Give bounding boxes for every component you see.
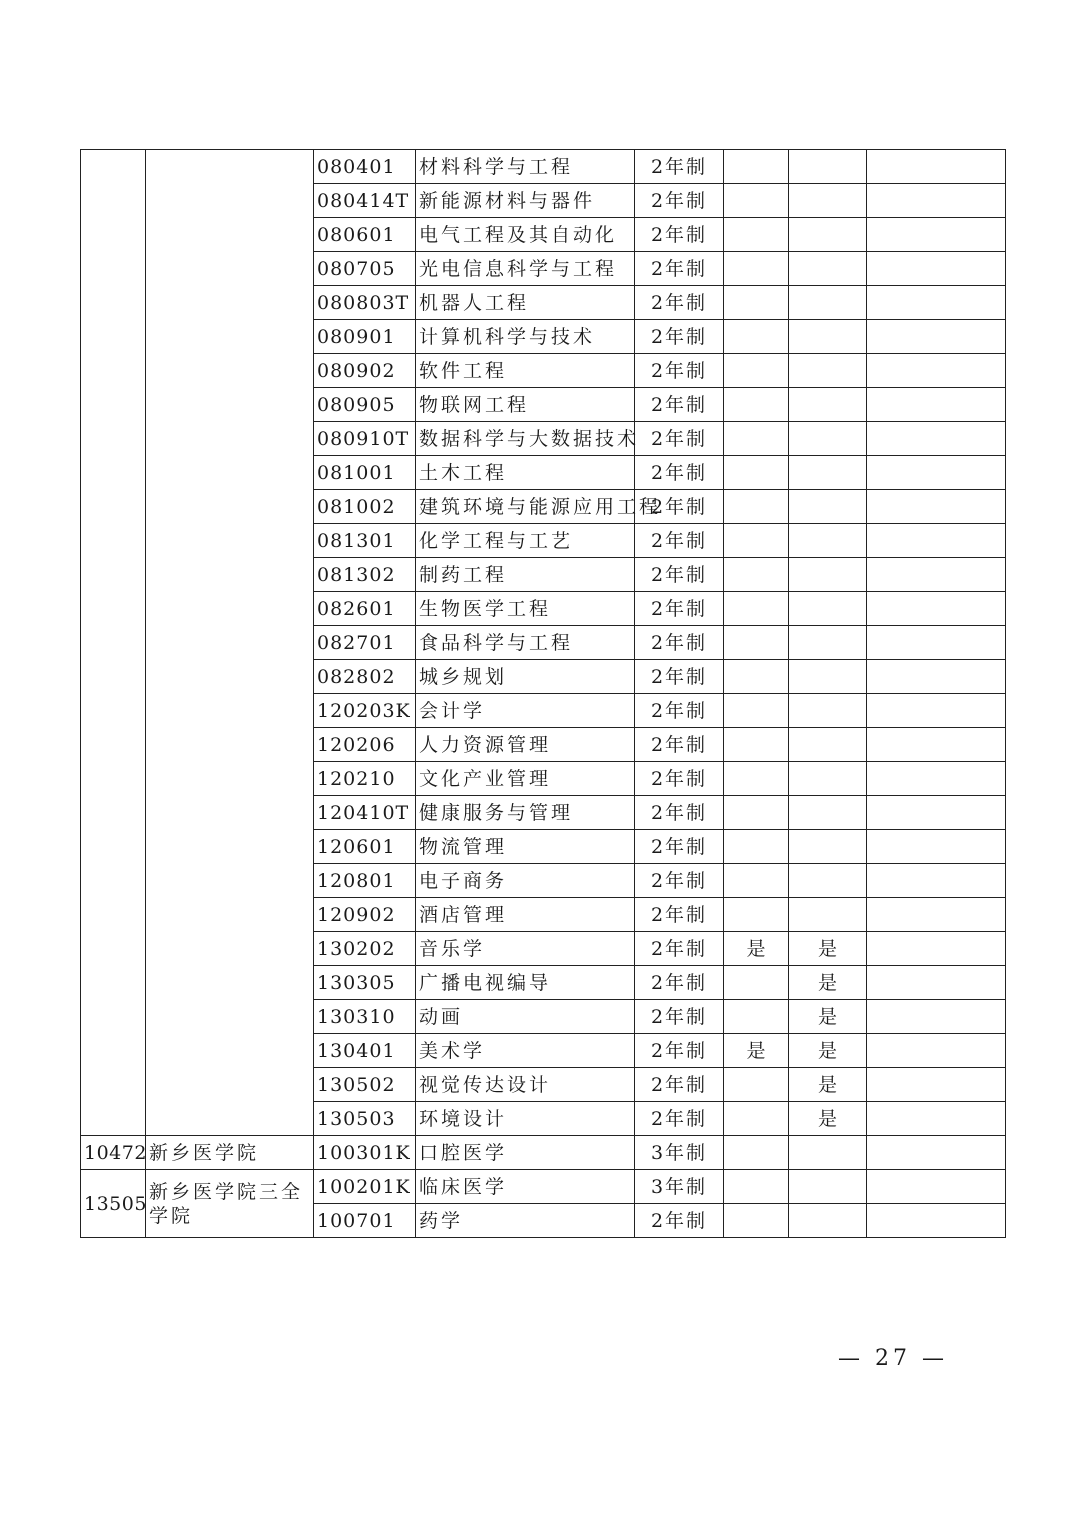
flag-cell xyxy=(789,558,867,592)
flag-cell xyxy=(724,694,789,728)
note-cell xyxy=(867,490,1006,524)
major-code-cell: 130503 xyxy=(314,1102,416,1136)
note-cell xyxy=(867,1068,1006,1102)
major-name-cell: 物流管理 xyxy=(416,830,635,864)
flag-cell xyxy=(724,456,789,490)
flag-cell xyxy=(724,320,789,354)
major-name-cell: 文化产业管理 xyxy=(416,762,635,796)
major-name-cell: 临床医学 xyxy=(416,1170,635,1204)
flag-cell xyxy=(724,864,789,898)
note-cell xyxy=(867,1000,1006,1034)
flag-cell xyxy=(724,252,789,286)
note-cell xyxy=(867,830,1006,864)
major-name-cell: 物联网工程 xyxy=(416,388,635,422)
duration-cell: 2年制 xyxy=(635,320,724,354)
major-name-cell: 电子商务 xyxy=(416,864,635,898)
duration-cell: 2年制 xyxy=(635,830,724,864)
major-code-cell: 120410T xyxy=(314,796,416,830)
major-name-cell: 药学 xyxy=(416,1204,635,1238)
note-cell xyxy=(867,762,1006,796)
duration-cell: 2年制 xyxy=(635,184,724,218)
major-code-cell: 120902 xyxy=(314,898,416,932)
major-code-cell: 120206 xyxy=(314,728,416,762)
flag-cell xyxy=(724,1102,789,1136)
duration-cell: 2年制 xyxy=(635,422,724,456)
major-code-cell: 080901 xyxy=(314,320,416,354)
major-code-cell: 100201K xyxy=(314,1170,416,1204)
note-cell xyxy=(867,864,1006,898)
duration-cell: 2年制 xyxy=(635,354,724,388)
flag-cell xyxy=(724,626,789,660)
institution-code-cell xyxy=(81,150,146,1136)
major-name-cell: 数据科学与大数据技术 xyxy=(416,422,635,456)
flag-cell: 是 xyxy=(789,1000,867,1034)
duration-cell: 2年制 xyxy=(635,932,724,966)
major-code-cell: 080401 xyxy=(314,150,416,184)
flag-cell xyxy=(724,762,789,796)
major-code-cell: 081302 xyxy=(314,558,416,592)
flag-cell: 是 xyxy=(789,1068,867,1102)
flag-cell xyxy=(724,286,789,320)
duration-cell: 2年制 xyxy=(635,762,724,796)
note-cell xyxy=(867,218,1006,252)
flag-cell xyxy=(724,728,789,762)
note-cell xyxy=(867,796,1006,830)
flag-cell xyxy=(789,796,867,830)
major-name-cell: 建筑环境与能源应用工程 xyxy=(416,490,635,524)
major-code-cell: 120210 xyxy=(314,762,416,796)
flag-cell xyxy=(789,762,867,796)
major-name-cell: 软件工程 xyxy=(416,354,635,388)
major-code-cell: 081002 xyxy=(314,490,416,524)
institution-code-cell: 13505 xyxy=(81,1170,146,1238)
duration-cell: 2年制 xyxy=(635,1102,724,1136)
flag-cell xyxy=(789,694,867,728)
major-name-cell: 计算机科学与技术 xyxy=(416,320,635,354)
note-cell xyxy=(867,320,1006,354)
duration-cell: 2年制 xyxy=(635,592,724,626)
note-cell xyxy=(867,252,1006,286)
flag-cell xyxy=(724,898,789,932)
flag-cell xyxy=(789,660,867,694)
note-cell xyxy=(867,728,1006,762)
note-cell xyxy=(867,422,1006,456)
flag-cell xyxy=(789,1204,867,1238)
major-name-cell: 人力资源管理 xyxy=(416,728,635,762)
flag-cell xyxy=(724,1068,789,1102)
flag-cell xyxy=(789,626,867,660)
note-cell xyxy=(867,932,1006,966)
flag-cell xyxy=(724,150,789,184)
note-cell xyxy=(867,150,1006,184)
duration-cell: 2年制 xyxy=(635,524,724,558)
flag-cell xyxy=(724,592,789,626)
major-code-cell: 080601 xyxy=(314,218,416,252)
major-code-cell: 080910T xyxy=(314,422,416,456)
duration-cell: 2年制 xyxy=(635,898,724,932)
flag-cell: 是 xyxy=(789,1102,867,1136)
note-cell xyxy=(867,1204,1006,1238)
flag-cell xyxy=(789,830,867,864)
institution-code-cell: 10472 xyxy=(81,1136,146,1170)
note-cell xyxy=(867,592,1006,626)
flag-cell: 是 xyxy=(789,932,867,966)
note-cell xyxy=(867,456,1006,490)
duration-cell: 2年制 xyxy=(635,286,724,320)
note-cell xyxy=(867,286,1006,320)
flag-cell xyxy=(789,252,867,286)
major-name-cell: 视觉传达设计 xyxy=(416,1068,635,1102)
flag-cell xyxy=(724,1136,789,1170)
major-code-cell: 081301 xyxy=(314,524,416,558)
major-name-cell: 化学工程与工艺 xyxy=(416,524,635,558)
flag-cell xyxy=(724,490,789,524)
major-name-cell: 环境设计 xyxy=(416,1102,635,1136)
major-code-cell: 081001 xyxy=(314,456,416,490)
major-code-cell: 080905 xyxy=(314,388,416,422)
note-cell xyxy=(867,626,1006,660)
note-cell xyxy=(867,1136,1006,1170)
note-cell xyxy=(867,1170,1006,1204)
duration-cell: 2年制 xyxy=(635,966,724,1000)
duration-cell: 2年制 xyxy=(635,388,724,422)
flag-cell xyxy=(789,898,867,932)
major-code-cell: 130305 xyxy=(314,966,416,1000)
flag-cell: 是 xyxy=(724,932,789,966)
institution-name-cell xyxy=(146,150,314,1136)
flag-cell xyxy=(724,218,789,252)
major-name-cell: 口腔医学 xyxy=(416,1136,635,1170)
duration-cell: 2年制 xyxy=(635,1204,724,1238)
major-name-cell: 机器人工程 xyxy=(416,286,635,320)
duration-cell: 2年制 xyxy=(635,694,724,728)
duration-cell: 2年制 xyxy=(635,728,724,762)
major-code-cell: 130502 xyxy=(314,1068,416,1102)
duration-cell: 2年制 xyxy=(635,218,724,252)
flag-cell: 是 xyxy=(789,1034,867,1068)
flag-cell xyxy=(724,388,789,422)
flag-cell xyxy=(789,456,867,490)
flag-cell xyxy=(724,966,789,1000)
table-body xyxy=(81,150,1006,1238)
note-cell xyxy=(867,898,1006,932)
table-row xyxy=(81,1136,1006,1170)
major-code-cell: 082701 xyxy=(314,626,416,660)
flag-cell xyxy=(724,1204,789,1238)
flag-cell xyxy=(789,592,867,626)
duration-cell: 2年制 xyxy=(635,1068,724,1102)
major-name-cell: 土木工程 xyxy=(416,456,635,490)
duration-cell: 2年制 xyxy=(635,1000,724,1034)
flag-cell xyxy=(789,354,867,388)
major-code-cell: 080803T xyxy=(314,286,416,320)
major-code-cell: 120801 xyxy=(314,864,416,898)
duration-cell: 2年制 xyxy=(635,796,724,830)
major-code-cell: 130401 xyxy=(314,1034,416,1068)
note-cell xyxy=(867,694,1006,728)
major-name-cell: 动画 xyxy=(416,1000,635,1034)
major-name-cell: 城乡规划 xyxy=(416,660,635,694)
flag-cell xyxy=(724,796,789,830)
major-name-cell: 健康服务与管理 xyxy=(416,796,635,830)
flag-cell xyxy=(724,524,789,558)
note-cell xyxy=(867,388,1006,422)
major-code-cell: 080705 xyxy=(314,252,416,286)
note-cell xyxy=(867,1102,1006,1136)
table-row xyxy=(81,150,1006,184)
note-cell xyxy=(867,660,1006,694)
institution-name-cell: 新乡医学院 xyxy=(146,1136,314,1170)
note-cell xyxy=(867,558,1006,592)
major-code-cell: 100301K xyxy=(314,1136,416,1170)
major-name-cell: 新能源材料与器件 xyxy=(416,184,635,218)
duration-cell: 2年制 xyxy=(635,490,724,524)
duration-cell: 2年制 xyxy=(635,626,724,660)
major-name-cell: 材料科学与工程 xyxy=(416,150,635,184)
flag-cell xyxy=(789,422,867,456)
note-cell xyxy=(867,354,1006,388)
flag-cell xyxy=(789,286,867,320)
flag-cell xyxy=(789,1170,867,1204)
flag-cell xyxy=(789,728,867,762)
duration-cell: 2年制 xyxy=(635,252,724,286)
page-number: — 27 — xyxy=(838,1346,948,1371)
major-name-cell: 食品科学与工程 xyxy=(416,626,635,660)
flag-cell: 是 xyxy=(724,1034,789,1068)
note-cell xyxy=(867,1034,1006,1068)
note-cell xyxy=(867,524,1006,558)
duration-cell: 2年制 xyxy=(635,660,724,694)
flag-cell xyxy=(724,354,789,388)
majors-table xyxy=(80,149,1006,1238)
note-cell xyxy=(867,966,1006,1000)
major-name-cell: 制药工程 xyxy=(416,558,635,592)
flag-cell xyxy=(789,1136,867,1170)
major-code-cell: 130202 xyxy=(314,932,416,966)
duration-cell: 2年制 xyxy=(635,150,724,184)
major-name-cell: 美术学 xyxy=(416,1034,635,1068)
duration-cell: 2年制 xyxy=(635,456,724,490)
major-name-cell: 生物医学工程 xyxy=(416,592,635,626)
major-code-cell: 080414T xyxy=(314,184,416,218)
institution-name-cell: 新乡医学院三全学院 xyxy=(146,1170,314,1238)
major-code-cell: 082802 xyxy=(314,660,416,694)
major-code-cell: 082601 xyxy=(314,592,416,626)
flag-cell xyxy=(724,184,789,218)
note-cell xyxy=(867,184,1006,218)
flag-cell xyxy=(724,422,789,456)
major-name-cell: 酒店管理 xyxy=(416,898,635,932)
major-code-cell: 100701 xyxy=(314,1204,416,1238)
flag-cell xyxy=(789,218,867,252)
major-name-cell: 广播电视编导 xyxy=(416,966,635,1000)
duration-cell: 3年制 xyxy=(635,1136,724,1170)
flag-cell xyxy=(724,558,789,592)
flag-cell xyxy=(724,660,789,694)
table-row xyxy=(81,1170,1006,1204)
major-code-cell: 120203K xyxy=(314,694,416,728)
duration-cell: 2年制 xyxy=(635,558,724,592)
major-code-cell: 080902 xyxy=(314,354,416,388)
major-name-cell: 音乐学 xyxy=(416,932,635,966)
flag-cell xyxy=(789,320,867,354)
major-name-cell: 电气工程及其自动化 xyxy=(416,218,635,252)
major-name-cell: 会计学 xyxy=(416,694,635,728)
flag-cell xyxy=(724,1170,789,1204)
duration-cell: 2年制 xyxy=(635,864,724,898)
flag-cell xyxy=(789,150,867,184)
duration-cell: 2年制 xyxy=(635,1034,724,1068)
flag-cell xyxy=(789,864,867,898)
flag-cell xyxy=(724,830,789,864)
flag-cell xyxy=(789,524,867,558)
major-code-cell: 120601 xyxy=(314,830,416,864)
flag-cell xyxy=(789,388,867,422)
flag-cell xyxy=(724,1000,789,1034)
flag-cell: 是 xyxy=(789,966,867,1000)
duration-cell: 3年制 xyxy=(635,1170,724,1204)
major-name-cell: 光电信息科学与工程 xyxy=(416,252,635,286)
major-code-cell: 130310 xyxy=(314,1000,416,1034)
flag-cell xyxy=(789,490,867,524)
flag-cell xyxy=(789,184,867,218)
